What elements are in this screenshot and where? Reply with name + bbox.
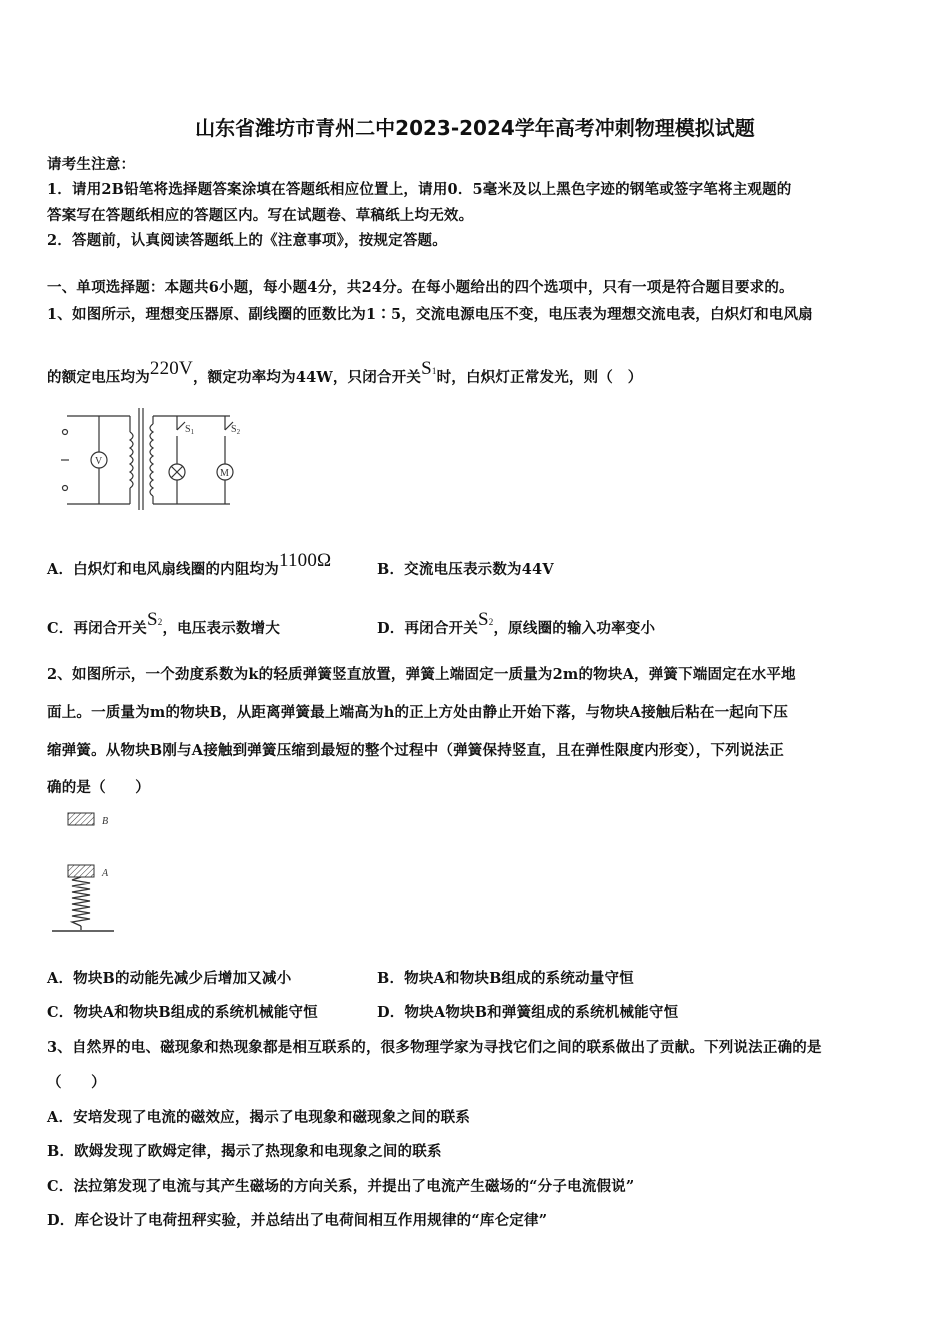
q2-option-d: D．物块A物块B和弹簧组成的系统机械能守恒 [377,1004,679,1021]
q2-line-2: 面上。一质量为m的物块B，从距离弹簧最上端高为h的正上方处由静止开始下落，与物块A接触后粘在一起向下压 [47,704,789,721]
q2-line-3: 缩弹簧。从物块B刚与A接触到弹簧压缩到最短的整个过程中（弹簧保持竖直，且在弹性限度内形变），下列说法正 [47,742,784,759]
q1-option-a: A．白炽灯和电风扇线圈的内阻均为1100Ω [47,550,332,578]
q1-switch-s1: S1 [421,358,437,379]
q3-line-2: （ ） [47,1074,106,1091]
q1-line-1: 1、如图所示，理想变压器原、副线圈的匝数比为1∶5，交流电源电压不变，电压表为理想交流电表，白炽灯和电风扇 [47,306,813,323]
q2-line-4: 确的是（ ） [47,779,150,796]
voltmeter-label: V [95,456,103,467]
q1-text-a: 的额定电压均为 [47,369,150,386]
motor-label: M [220,468,229,479]
notice-item-1b: 答案写在答题纸相应的答题区内。写在试题卷、草稿纸上均无效。 [47,207,474,224]
q3-line-1: 3、自然界的电、磁现象和热现象都是相互联系的，很多物理学家为寻找它们之间的联系做出了贡献。下列说法正确的是 [47,1039,822,1056]
q1-d-switch: S2 [477,609,494,630]
switch-s1-label: $S_1$ [185,424,195,436]
q3-option-d: D．库仑设计了电荷扭秤实验，并总结出了电荷间相互作用规律的“库仑定律” [47,1212,548,1229]
q1-line-2 [47,358,643,388]
block-b-label: B [102,816,109,827]
page-title: 山东省潍坊市青州二中2023-2024学年高考冲刺物理模拟试题 [195,116,755,140]
q1-option-b: B．交流电压表示数为44V [377,561,554,578]
section-heading: 一、单项选择题：本题共6小题，每小题4分，共24分。在每小题给出的四个选项中，只有一项是符合题目要求的。 [47,279,794,296]
q1-text-c: 时，白炽灯正常发光，则（ ） [436,369,643,386]
q3-option-b: B．欧姆发现了欧姆定律，揭示了热现象和电现象之间的联系 [47,1143,442,1160]
notice-item-1a: 1．请用2B铅笔将选择题答案涂填在答题纸相应位置上，请用0．5毫米及以上黑色字迹的钢笔或签字笔将主观题的 [47,181,792,198]
q1-text-b: ，额定功率均为44W，只闭合开关 [192,369,422,386]
q3-option-c: C．法拉第发现了电流与其产生磁场的方向关系，并提出了电流产生磁场的“分子电流假说” [47,1178,635,1195]
q3-option-a: A．安培发现了电流的磁效应，揭示了电现象和磁现象之间的联系 [47,1109,471,1126]
q1-option-d: D．再闭合开关S2，原线圈的输入功率变小 [377,609,656,637]
q1-option-c: C．再闭合开关S2，电压表示数增大 [47,609,281,637]
transformer-circuit-figure [55,402,250,512]
q2-option-b: B．物块A和物块B组成的系统动量守恒 [377,970,634,987]
spring-block-figure [48,806,138,936]
q2-option-a: A．物块B的动能先减少后增加又减小 [47,970,292,987]
q2-option-c: C．物块A和物块B组成的系统机械能守恒 [47,1004,318,1021]
switch-s2-label: $S_2$ [231,424,241,436]
q1-c-switch: S2 [146,609,163,630]
block-a-label: A [102,868,109,879]
q1-voltage: 220V [149,358,193,379]
q2-line-1: 2、如图所示，一个劲度系数为k的轻质弹簧竖直放置，弹簧上端固定一质量为2m的物块A，弹簧下端固定在水平地 [47,666,796,683]
notice-item-2: 2．答题前，认真阅读答题纸上的《注意事项》，按规定答题。 [47,232,447,249]
q1-resistance: 1100Ω [278,550,332,571]
notice-heading: 请考生注意： [47,156,136,173]
